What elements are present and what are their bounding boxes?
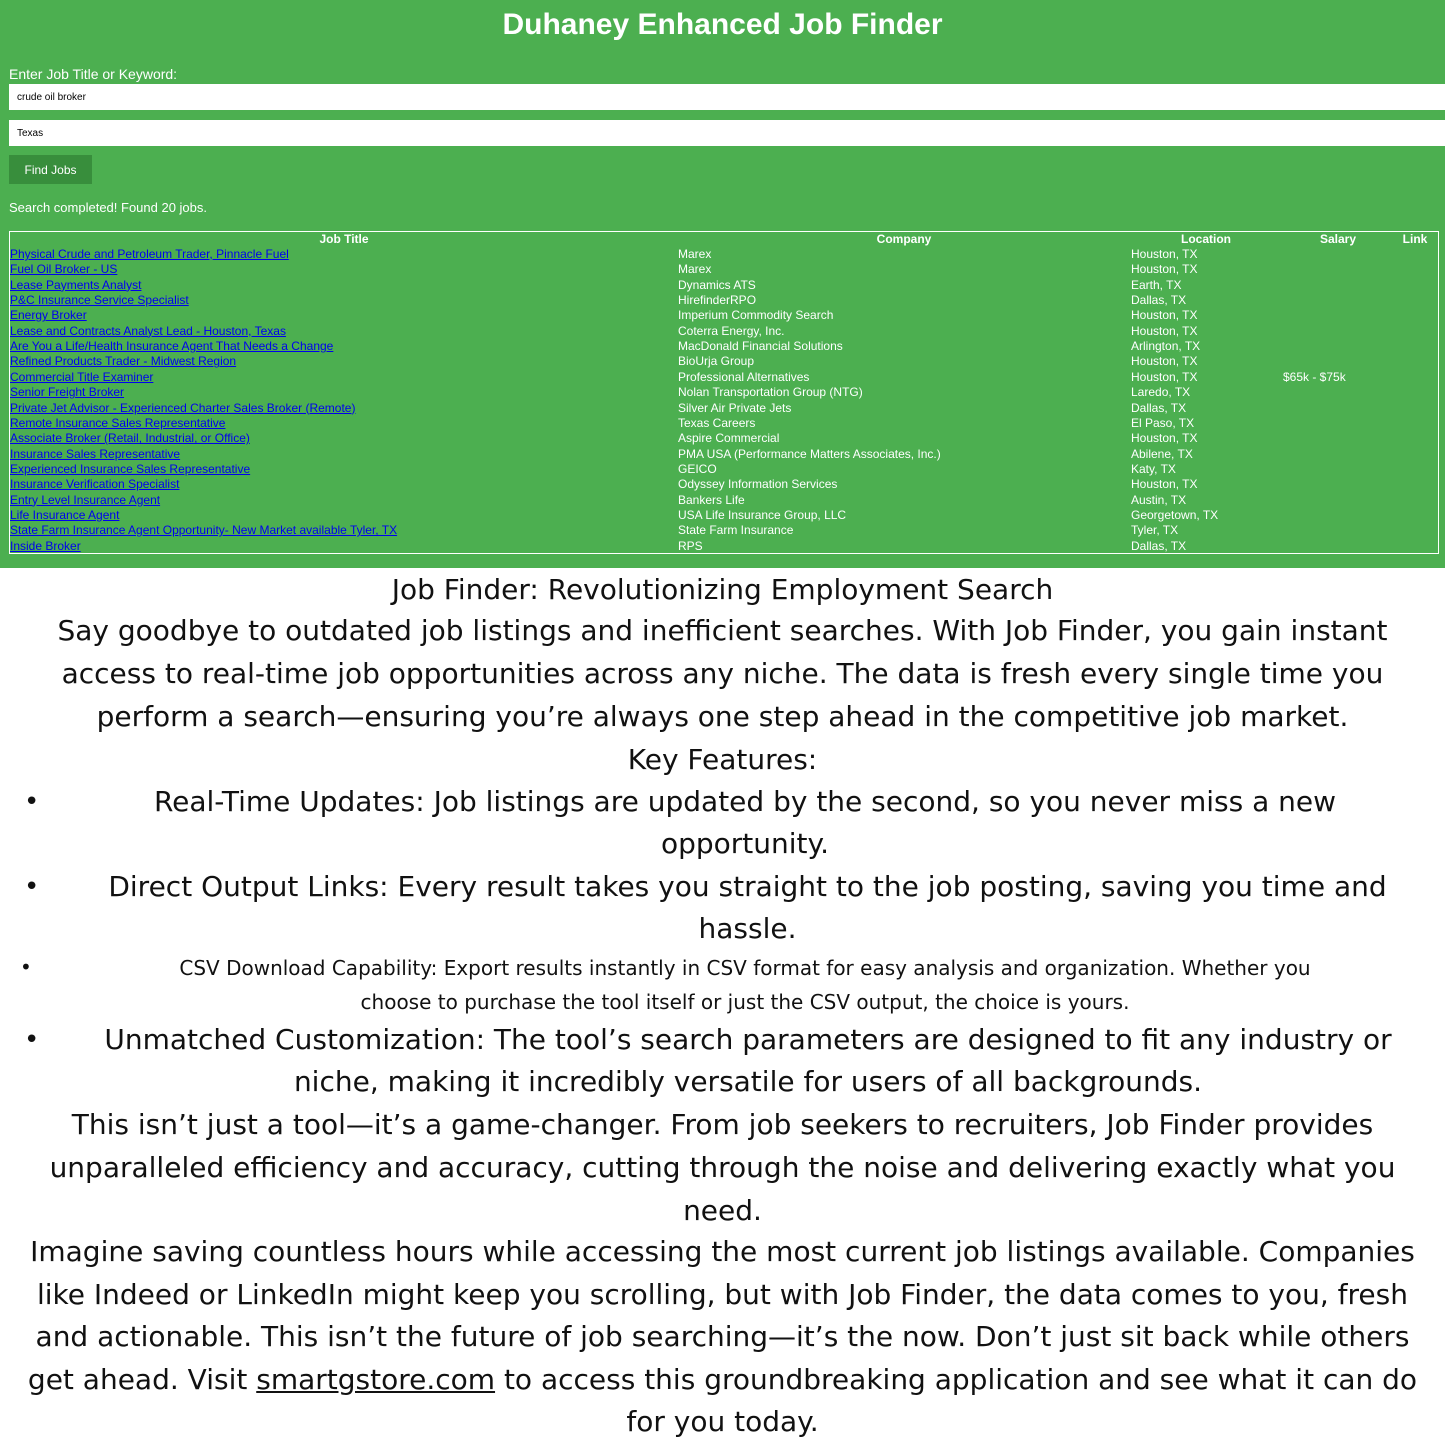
job-title-link[interactable]: Energy Broker <box>10 308 87 323</box>
table-row <box>10 539 1438 554</box>
feature-4-line-1: Unmatched Customization: The tool’s search parameters are designed to fit any industry or <box>104 1023 1392 1056</box>
table-row <box>10 523 1438 538</box>
job-title-link[interactable]: Physical Crude and Petroleum Trader, Pinnacle Fuel <box>10 247 289 261</box>
intro-line-3: perform a search—ensuring you’re always one step ahead in the competitive job market. <box>96 700 1349 733</box>
job-title-link[interactable]: P&C Insurance Service Specialist <box>10 293 189 308</box>
table-row <box>10 508 1438 523</box>
job-title-cell <box>10 293 189 308</box>
job-title-link[interactable]: Fuel Oil Broker - US <box>10 262 118 277</box>
company-cell: RPS <box>678 538 703 553</box>
bullet-icon: • <box>24 1025 40 1055</box>
intro-line-1: Say goodbye to outdated job listings and inefficient searches. With Job Finder, you gain instant <box>57 614 1388 647</box>
location-cell: Houston, TX <box>1131 354 1198 369</box>
feature-3-line-1: CSV Download Capability: Export results instantly in CSV format for easy analysis and organization. Whether you <box>179 956 1311 980</box>
paragraph-3-line-3: and actionable. This isn’t the future of job searching—it’s the now. Don’t just sit back while others <box>35 1320 1410 1353</box>
results-table <box>9 231 1439 554</box>
job-title-link[interactable]: Lease and Contracts Analyst Lead - Houston, Texas <box>10 323 286 338</box>
paragraph-3-line-4 <box>0 1358 1445 1401</box>
table-row <box>10 477 1438 492</box>
job-title-cell <box>10 401 355 416</box>
company-cell: Marex <box>678 262 712 277</box>
paragraph-3-line-2: like Indeed or LinkedIn might keep you scrolling, but with Job Finder, the data comes to you, fresh <box>37 1278 1408 1311</box>
location-cell: Houston, TX <box>1131 323 1198 338</box>
paragraph-2-line-2: unparalleled efficiency and accuracy, cutting through the noise and delivering exactly what you <box>49 1151 1396 1184</box>
job-title-cell <box>10 278 141 293</box>
feature-4-line-2: niche, making it incredibly versatile for users of all backgrounds. <box>293 1065 1203 1098</box>
table-row <box>10 370 1438 385</box>
location-cell: Dallas, TX <box>1131 400 1187 415</box>
company-cell: Professional Alternatives <box>678 369 810 384</box>
paragraph-2-line-1: This isn’t just a tool—it’s a game-changer. From job seekers to recruiters, Job Finder provides <box>71 1108 1374 1141</box>
company-cell: Odyssey Information Services <box>678 477 838 492</box>
job-title-cell <box>10 539 81 554</box>
location-cell: El Paso, TX <box>1131 415 1195 430</box>
company-cell: Aspire Commercial <box>678 431 780 446</box>
company-cell: MacDonald Financial Solutions <box>678 339 843 354</box>
header-link: Link <box>1402 232 1428 246</box>
job-title-cell <box>10 385 124 400</box>
company-cell: Texas Careers <box>678 415 756 430</box>
keyword-label: Enter Job Title or Keyword: <box>9 66 178 82</box>
company-cell: Imperium Commodity Search <box>678 308 834 323</box>
job-title-link[interactable]: Insurance Verification Specialist <box>10 477 180 492</box>
table-row <box>10 493 1438 508</box>
company-cell: PMA USA (Performance Matters Associates, Inc.) <box>678 446 941 461</box>
location-cell: Earth, TX <box>1131 277 1182 292</box>
job-title-link[interactable]: Private Jet Advisor - Experienced Charter Sales Broker (Remote) <box>10 400 356 415</box>
smartgstore-link[interactable]: smartgstore.com <box>256 1363 496 1396</box>
job-title-link[interactable]: Are You a Life/Health Insurance Agent That Needs a Change <box>10 339 334 354</box>
status-message: Search completed! Found 20 jobs. <box>9 200 208 215</box>
location-cell: Katy, TX <box>1131 461 1176 476</box>
header-location: Location <box>1181 232 1231 246</box>
keyword-input[interactable] <box>9 84 1445 110</box>
table-row <box>10 354 1438 369</box>
job-title-cell <box>10 431 250 446</box>
location-cell: Houston, TX <box>1131 477 1198 492</box>
job-title-link[interactable]: Refined Products Trader - Midwest Region <box>10 354 237 369</box>
job-title-link[interactable]: Associate Broker (Retail, Industrial, or Office) <box>10 431 250 446</box>
location-cell: Houston, TX <box>1131 369 1198 384</box>
feature-2-line-2: hassle. <box>698 912 797 945</box>
job-title-link[interactable]: Life Insurance Agent <box>10 507 120 522</box>
table-row <box>10 339 1438 354</box>
job-title-link[interactable]: Remote Insurance Sales Representative <box>10 415 226 430</box>
table-row <box>10 385 1438 400</box>
company-cell: BioUrja Group <box>678 354 755 369</box>
feature-1-line-1: Real-Time Updates: Job listings are updated by the second, so you never miss a new <box>153 785 1337 818</box>
bullet-icon: • <box>24 872 40 902</box>
job-title-cell <box>10 247 289 262</box>
location-cell: Abilene, TX <box>1131 446 1193 461</box>
job-title-link[interactable]: Lease Payments Analyst <box>10 277 142 292</box>
paragraph-3-text-a: get ahead. Visit <box>27 1363 257 1396</box>
paragraph-2-line-3: need. <box>683 1194 762 1227</box>
table-row <box>10 278 1438 293</box>
company-cell: Nolan Transportation Group (NTG) <box>678 385 863 400</box>
location-cell: Houston, TX <box>1131 262 1198 277</box>
job-title-link[interactable]: State Farm Insurance Agent Opportunity- New Market available Tyler, TX <box>10 523 398 538</box>
header-company: Company <box>876 232 932 246</box>
job-title-cell <box>10 308 87 323</box>
paragraph-3-line-1: Imagine saving countless hours while accessing the most current job listings available. Companies <box>30 1235 1415 1268</box>
job-finder-app <box>0 0 1445 568</box>
job-title-link[interactable]: Entry Level Insurance Agent <box>10 492 161 507</box>
job-title-cell <box>10 447 180 462</box>
table-row <box>10 401 1438 416</box>
location-cell: Georgetown, TX <box>1131 507 1219 522</box>
company-cell: Coterra Energy, Inc. <box>678 323 785 338</box>
job-title-cell <box>10 354 236 369</box>
intro-line-2: access to real-time job opportunities across any niche. The data is fresh every single time you <box>61 657 1384 690</box>
job-title-cell <box>10 370 153 385</box>
location-cell: Tyler, TX <box>1131 523 1179 538</box>
table-row <box>10 431 1438 446</box>
job-title-link[interactable]: Inside Broker <box>10 538 81 553</box>
table-row <box>10 262 1438 277</box>
location-cell: Austin, TX <box>1131 492 1187 507</box>
location-cell: Laredo, TX <box>1131 385 1191 400</box>
job-title-link[interactable]: Commercial Title Examiner <box>10 369 154 384</box>
location-cell: Houston, TX <box>1131 431 1198 446</box>
job-title-link[interactable]: Senior Freight Broker <box>10 385 125 400</box>
job-title-link[interactable]: Experienced Insurance Sales Representative <box>10 461 251 476</box>
location-input[interactable] <box>9 120 1445 146</box>
bullet-icon: • <box>24 787 40 817</box>
location-cell: Arlington, TX <box>1131 339 1201 354</box>
company-cell: Bankers Life <box>678 492 745 507</box>
table-row <box>10 447 1438 462</box>
feature-2-line-1: Direct Output Links: Every result takes you straight to the job posting, saving you time and <box>108 870 1387 903</box>
company-cell: GEICO <box>678 461 717 476</box>
job-title-cell <box>10 508 119 523</box>
description-heading: Job Finder: Revolutionizing Employment Search <box>391 573 1054 606</box>
paragraph-3-text-b: to access this groundbreaking application and see what it can do <box>495 1363 1418 1396</box>
table-row <box>10 324 1438 339</box>
salary-cell: $65k - $75k <box>1283 369 1346 384</box>
job-title-link[interactable]: Insurance Sales Representative <box>10 446 181 461</box>
feature-1-line-2: opportunity. <box>660 827 830 860</box>
company-cell: Marex <box>678 247 712 261</box>
table-row <box>10 293 1438 308</box>
table-row <box>10 462 1438 477</box>
location-cell: Houston, TX <box>1131 308 1198 323</box>
company-cell: Silver Air Private Jets <box>678 400 792 415</box>
job-title-cell <box>10 523 397 538</box>
job-title-cell <box>10 477 179 492</box>
company-cell: State Farm Insurance <box>678 523 794 538</box>
bullet-icon: • <box>20 955 32 979</box>
table-row <box>10 247 1438 262</box>
header-job-title: Job Title <box>319 232 369 246</box>
company-cell: USA Life Insurance Group, LLC <box>678 507 847 522</box>
location-cell: Dallas, TX <box>1131 293 1187 308</box>
paragraph-3-line-5: for you today. <box>626 1405 819 1438</box>
job-title-cell <box>10 324 286 339</box>
table-row <box>10 416 1438 431</box>
company-cell: Dynamics ATS <box>678 277 756 292</box>
header-salary: Salary <box>1319 232 1357 246</box>
location-cell: Dallas, TX <box>1131 538 1187 553</box>
app-title: Duhaney Enhanced Job Finder <box>502 8 943 41</box>
features-heading: Key Features: <box>627 743 818 776</box>
job-title-cell <box>10 339 333 354</box>
feature-3-line-2: choose to purchase the tool itself or just the CSV output, the choice is yours. <box>360 990 1130 1014</box>
job-title-cell <box>10 462 250 477</box>
job-title-cell <box>10 416 225 431</box>
job-title-cell <box>10 262 117 277</box>
location-cell: Houston, TX <box>1131 247 1198 261</box>
table-row <box>10 308 1438 323</box>
company-cell: HirefinderRPO <box>678 293 757 308</box>
find-jobs-button[interactable]: Find Jobs <box>9 155 92 184</box>
job-title-cell <box>10 493 160 508</box>
